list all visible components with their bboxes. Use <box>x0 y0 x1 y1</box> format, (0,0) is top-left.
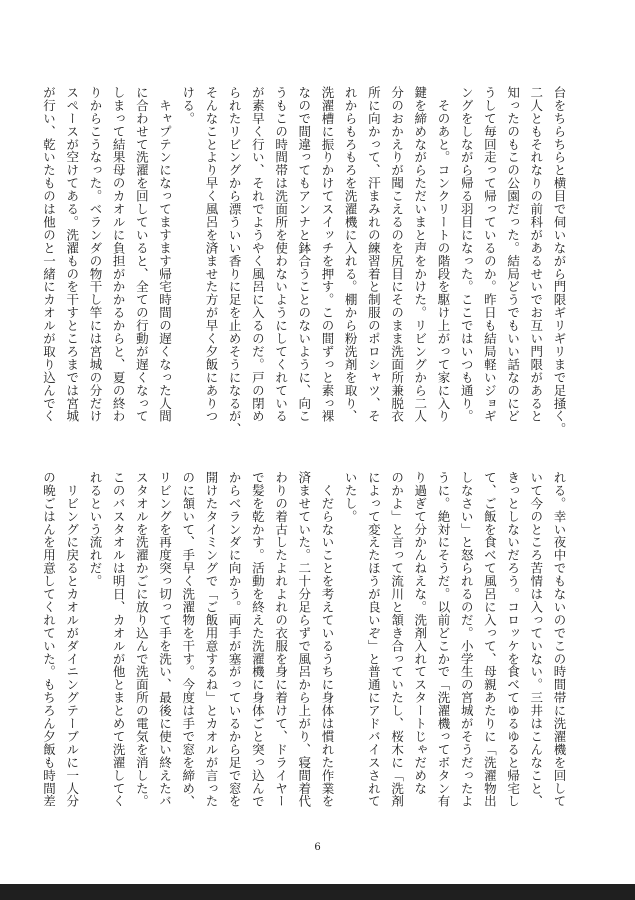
lower-text-block: れる。幸い夜中でもないのでこの時間帯に洗濯機を回して いて今のところ苦情は入っていない。三井はこんなこと、 きっとしないだろう。コロッケを食べてゆるゆると帰宅し て、ご飯を食べて風呂に入って、母親あたりに「洗濯物出 しなさい」と怒られるのだ。小学生の宮城がそうだったよ うに。絶対にそうだ。以前どこかで「洗濯機ってボタン有 り過ぎて分かんねえな。洗剤入れてスタートじゃだめな のかよ」と言って流川と頷き合っていたし、桜木に「洗剤 によって変えたほうが良いぞ」と普通にアドバイスされて いたし。 くだらないことを考えているうちに身体は慣れた作業を 済ませていた。二十分足らずで風呂から上がり、寝間着代 わりの着古したよれよれの衣服を身に着けて、ドライヤー で髪を乾かす。活動を終えた洗濯機に身体ごと突っ込んで からベランダに向かう。両手が塞がっているから足で窓を 開けたタイミングで「ご飯用意するね」とカオルが言った のに頷いて、手早く洗濯物を干す。今度は手で窓を締め、 リビングを再度突っ切って手を洗い、最後に使い終えたバ スタオルを洗濯かごに放り込んで洗面所の電気を消した。 このバスタオルは明日、カオルが他とまとめて洗濯してく れるという流れだ。 リビングに戻るとカオルがダイニングテーブルに一人分 の晩ごはんを用意してくれていた。もちろん夕飯も時間差 <box>41 471 567 808</box>
page-number: 6 <box>314 842 321 853</box>
upper-text-block: 台をちらちらと横目で伺いながら門限ギリギリまで足掻く。 二人ともそれなりの前科があるせいでお互い門限があると 知ったのもこの公園だった。結局どうでもいい話なのにど うして毎回走って帰っているのか。昨日も結局軽いジョギ ングをしながら帰る羽目になった。ここではいつも通り。 そのあと。コンクリートの階段を駆け上がって家に入り 鍵を締めながらただいまと声をかけた。リビングから二人 分のおかえりが聞こえるのを尻目にそのまま洗面所兼脱衣 所に向かって、汗まみれの練習着と制服のポロシャツ、そ れからもろもろを洗濯機に入れる。棚から粉洗剤を取り、 洗濯槽に振りかけてスイッチを押す。この間ずっと素っ裸 なので間違ってもアンナと鉢合うことのないように、向こ うもこの時間帯は洗面所を使わないようにしてくれている が素早く行い、それでようやく風呂に入るのだ。戸の閉め られたリビングから漂ういい香りに足を止めそうになるが、 そんなことより早く風呂を済ませた方が早く夕飯にありつ ける。 キャプテンになってますます帰宅時間の遅くなった人間 に合わせて洗濯を回していると、全ての行動が遅くなって しまって結果母のカオルに負担がかかるからと、夏の終わ りからこうなった。ベランダの物干し竿には宮城の分だけ スペースが空けてある。洗濯ものを干すところまでは宮城 が行い、乾いたものは他のと一緒にカオルが取り込んでく <box>41 86 567 436</box>
bottom-edge-bar <box>0 884 635 900</box>
